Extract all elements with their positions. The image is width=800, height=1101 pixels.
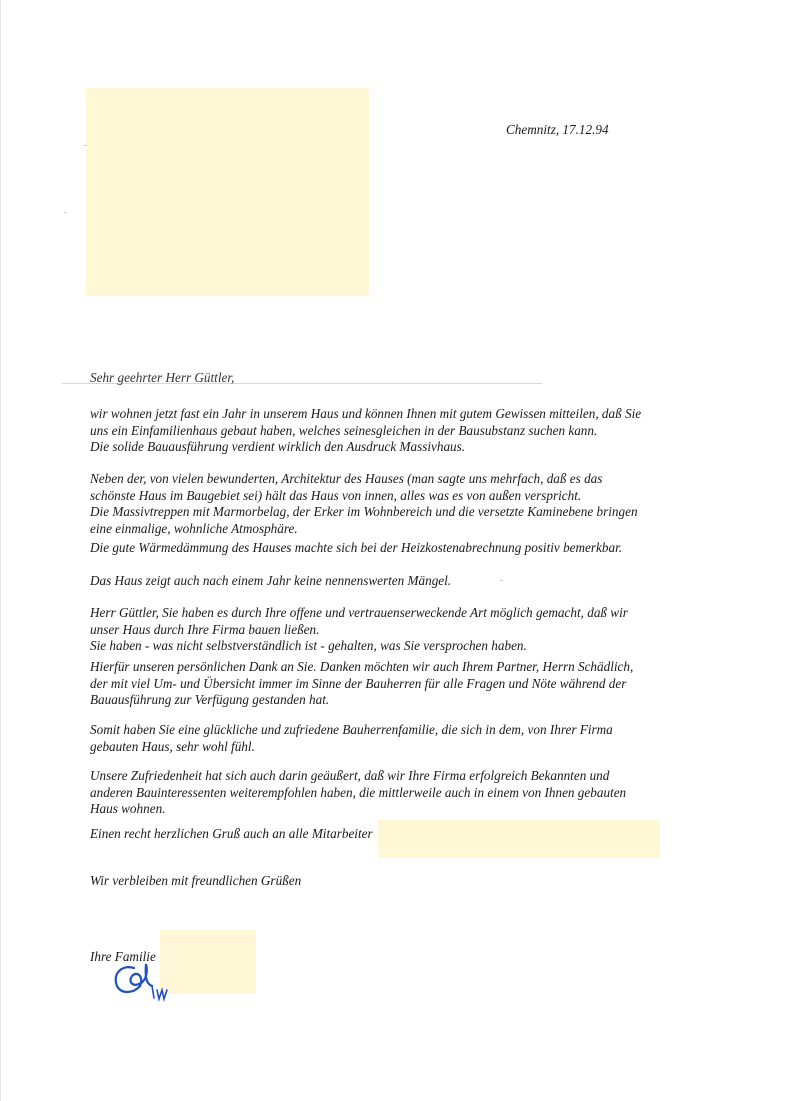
- paragraph-line: Bauausführung zur Verfügung gestanden hat.: [90, 692, 330, 707]
- paragraph-line: Die solide Bauausführung verdient wirklich den Ausdruck Massivhaus.: [90, 439, 466, 454]
- paragraph-line: Die Massivtreppen mit Marmorbelag, der Erker im Wohnbereich und die versetzte Kaminebene bringen: [90, 504, 638, 519]
- scan-artifact: [500, 580, 503, 581]
- paragraph-line: Hierfür unseren persönlichen Dank an Sie. Danken möchten wir auch Ihrem Partner, Herrn Schädlich,: [90, 659, 634, 674]
- paragraph-1: [90, 406, 641, 456]
- paragraph-line: Unsere Zufriedenheit hat sich auch darin geäußert, daß wir Ihre Firma erfolgreich Bekannten und: [90, 768, 610, 783]
- paragraph-line: Das Haus zeigt auch nach einem Jahr keine nennenswerten Mängel.: [90, 573, 452, 588]
- handwritten-signature: [108, 952, 178, 1012]
- paragraph-line: Herr Güttler, Sie haben es durch Ihre offene und vertrauenserweckende Art möglich gemacht, daß wir: [90, 605, 628, 620]
- scan-artifact: [64, 212, 67, 213]
- paragraph-5: [90, 605, 628, 655]
- letter-date: Chemnitz, 17.12.94: [506, 122, 609, 137]
- paragraph-line: der mit viel Um- und Übersicht immer im Sinne der Bauherren für alle Fragen und Nöte während der: [90, 675, 627, 691]
- paragraph-line: eine einmalige, wohnliche Atmosphäre.: [90, 520, 298, 536]
- paragraph-line: Haus wohnen.: [90, 801, 166, 816]
- salutation: Sehr geehrter Herr Güttler,: [90, 370, 235, 385]
- paragraph-line: Die gute Wärmedämmung des Hauses machte sich bei der Heizkostenabrechnung positiv bemerkbar.: [90, 540, 623, 555]
- paragraph-4: [90, 573, 451, 590]
- greeting-line: Einen recht herzlichen Gruß auch an alle Mitarbeiter: [90, 826, 373, 841]
- paragraph-line: anderen Bauinteressenten weiterempfohlen haben, die mittlerweile auch in einem von Ihnen gebauten: [90, 784, 627, 800]
- paragraph-3: [90, 540, 622, 557]
- paragraph-line: wir wohnen jetzt fast ein Jahr in unserem Haus und können Ihnen mit gutem Gewissen mitteilen, daß Sie: [90, 406, 642, 421]
- paragraph-line: gebauten Haus, sehr wohl fühl.: [90, 738, 255, 754]
- paragraph-2: [90, 471, 638, 537]
- redacted-staff-names: [378, 820, 660, 858]
- paragraph-8: [90, 768, 626, 818]
- scan-artifact: [84, 145, 87, 146]
- closing-line: Wir verbleiben mit freundlichen Grüßen: [90, 873, 302, 888]
- signature-stroke-tail: [152, 986, 167, 999]
- paragraph-7: [90, 722, 613, 755]
- signature-stroke-c: [116, 967, 140, 992]
- paragraph-line: Somit haben Sie eine glückliche und zufriedene Bauherrenfamilie, die sich in dem, von Ihrer Firma: [90, 722, 613, 737]
- family-signoff: Ihre Familie: [90, 949, 156, 964]
- paragraph-6: [90, 659, 633, 709]
- paragraph-line: Neben der, von vielen bewunderten, Architektur des Hauses (man sagte uns mehrfach, daß es das: [90, 471, 603, 486]
- paragraph-line: schönste Haus im Baugebiet sei) hält das Haus von innen, alles was es von außen verspricht.: [90, 487, 582, 503]
- paragraph-line: unser Haus durch Ihre Firma bauen ließen.: [90, 621, 320, 637]
- paragraph-line: Sie haben - was nicht selbstverständlich ist - gehalten, was Sie versprochen haben.: [90, 638, 527, 653]
- paragraph-line: uns ein Einfamilienhaus gebaut haben, welches seinesgleichen in der Bausubstanz suchen kann.: [90, 422, 598, 438]
- redacted-address-block: [86, 88, 369, 296]
